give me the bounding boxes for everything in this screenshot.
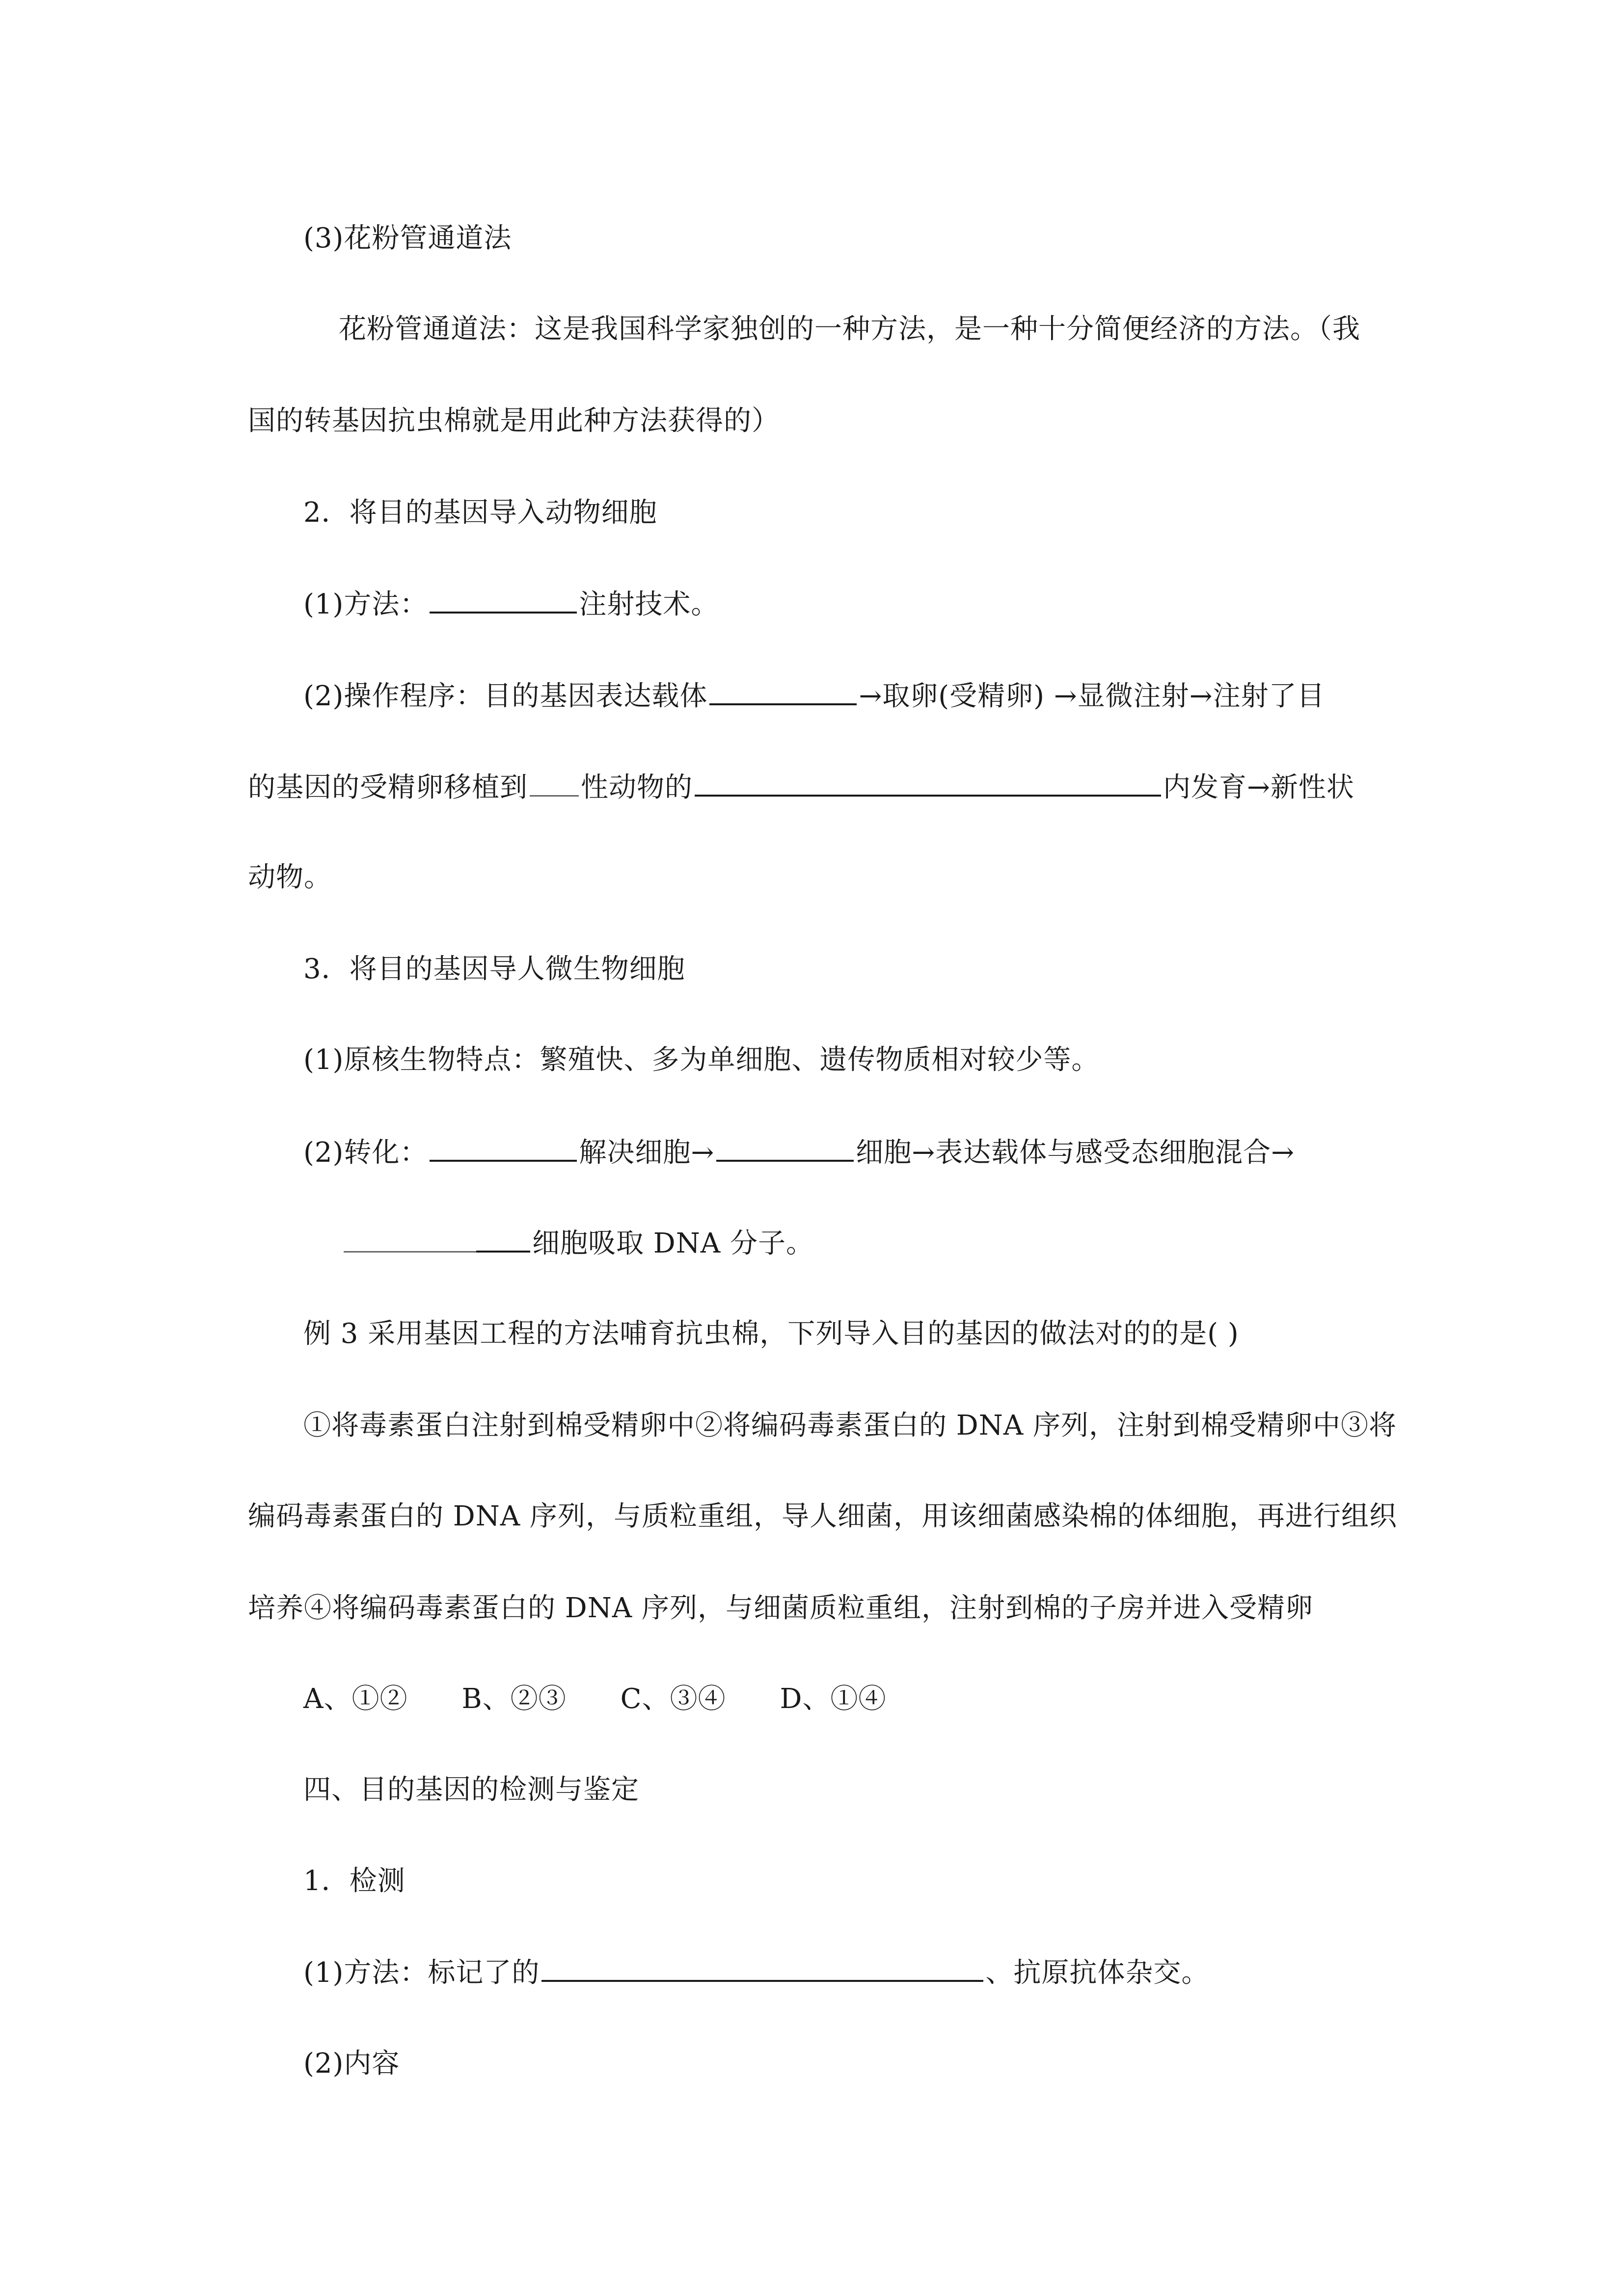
paragraph-line: ①将毒素蛋白注射到棉受精卵中②将编码毒素蛋白的 DNA 序列，注射到棉受精卵中③将	[303, 1410, 1397, 1442]
question-line-procedure-cont	[248, 767, 1354, 806]
option-b[interactable]: B、②③	[461, 1683, 567, 1715]
paragraph-line: (1)原核生物特点：繁殖快、多为单细胞、遗传物质相对较少等。	[303, 1044, 1100, 1076]
option-d[interactable]: D、①④	[780, 1683, 887, 1715]
section-heading-detection: 四、目的基因的检测与鉴定	[303, 1774, 639, 1806]
question-text: 的基因的受精卵移植到	[248, 772, 528, 803]
option-c[interactable]: C、③④	[620, 1683, 726, 1715]
section-heading-content: (2)内容	[303, 2048, 400, 2080]
question-text: 细胞吸取 DNA 分子。	[532, 1228, 814, 1259]
question-line-method	[303, 584, 719, 623]
question-text: (1)方法：	[303, 588, 428, 620]
question-line-detection-method	[303, 1952, 1209, 1992]
section-heading-detect: 1．检测	[303, 1865, 406, 1897]
question-text: 性动物的	[581, 772, 693, 803]
fill-in-blank[interactable]	[430, 584, 577, 614]
question-line-transformation-cont	[344, 1223, 814, 1262]
paragraph-line: 国的转基因抗虫棉就是用此种方法获得的）	[248, 405, 780, 437]
question-text: (2)转化：	[303, 1137, 428, 1169]
fill-in-blank[interactable]	[541, 1952, 983, 1982]
option-a[interactable]: A、①②	[303, 1683, 408, 1715]
paragraph-line: 动物。	[248, 861, 332, 893]
answer-options	[303, 1680, 886, 1719]
question-line-procedure	[303, 676, 1325, 715]
fill-in-blank[interactable]	[530, 768, 579, 797]
section-heading-pollen-tube: (3)花粉管通道法	[303, 222, 512, 254]
question-text: 注射技术。	[579, 588, 719, 620]
question-text: (2)操作程序：目的基因表达载体	[303, 680, 708, 712]
paragraph-line: 编码毒素蛋白的 DNA 序列，与质粒重组，导人细菌，用该细菌感染棉的体细胞，再进行组织	[248, 1500, 1397, 1532]
question-text: 细胞→表达载体与感受态细胞混合→	[856, 1137, 1295, 1169]
question-text: (1)方法：标记了的	[303, 1957, 540, 1989]
fill-in-blank[interactable]	[476, 1223, 530, 1253]
question-text: →取卵(受精卵) →显微注射→注射了目	[859, 680, 1325, 712]
section-heading-microbial-cells: 3．将目的基因导人微生物细胞	[303, 953, 685, 985]
section-heading-animal-cells: 2．将目的基因导入动物细胞	[303, 497, 657, 529]
question-text: 解决细胞→	[579, 1137, 715, 1169]
example-question: 例 3 采用基因工程的方法哺育抗虫棉，下列导入目的基因的做法对的的是( )	[303, 1318, 1239, 1350]
fill-in-blank[interactable]	[695, 767, 1161, 797]
fill-in-blank[interactable]	[344, 1224, 476, 1253]
question-text: 、抗原抗体杂交。	[985, 1957, 1210, 1989]
question-line-transformation	[303, 1132, 1295, 1172]
fill-in-blank[interactable]	[430, 1132, 577, 1162]
fill-in-blank[interactable]	[709, 676, 857, 705]
paragraph-line: 培养④将编码毒素蛋白的 DNA 序列，与细菌质粒重组，注射到棉的子房并进入受精卵	[248, 1592, 1313, 1624]
question-text: 内发育→新性状	[1163, 772, 1354, 803]
paragraph-line: 花粉管通道法：这是我国科学家独创的一种方法，是一种十分简便经济的方法。（我	[339, 313, 1360, 345]
fill-in-blank[interactable]	[716, 1132, 854, 1162]
